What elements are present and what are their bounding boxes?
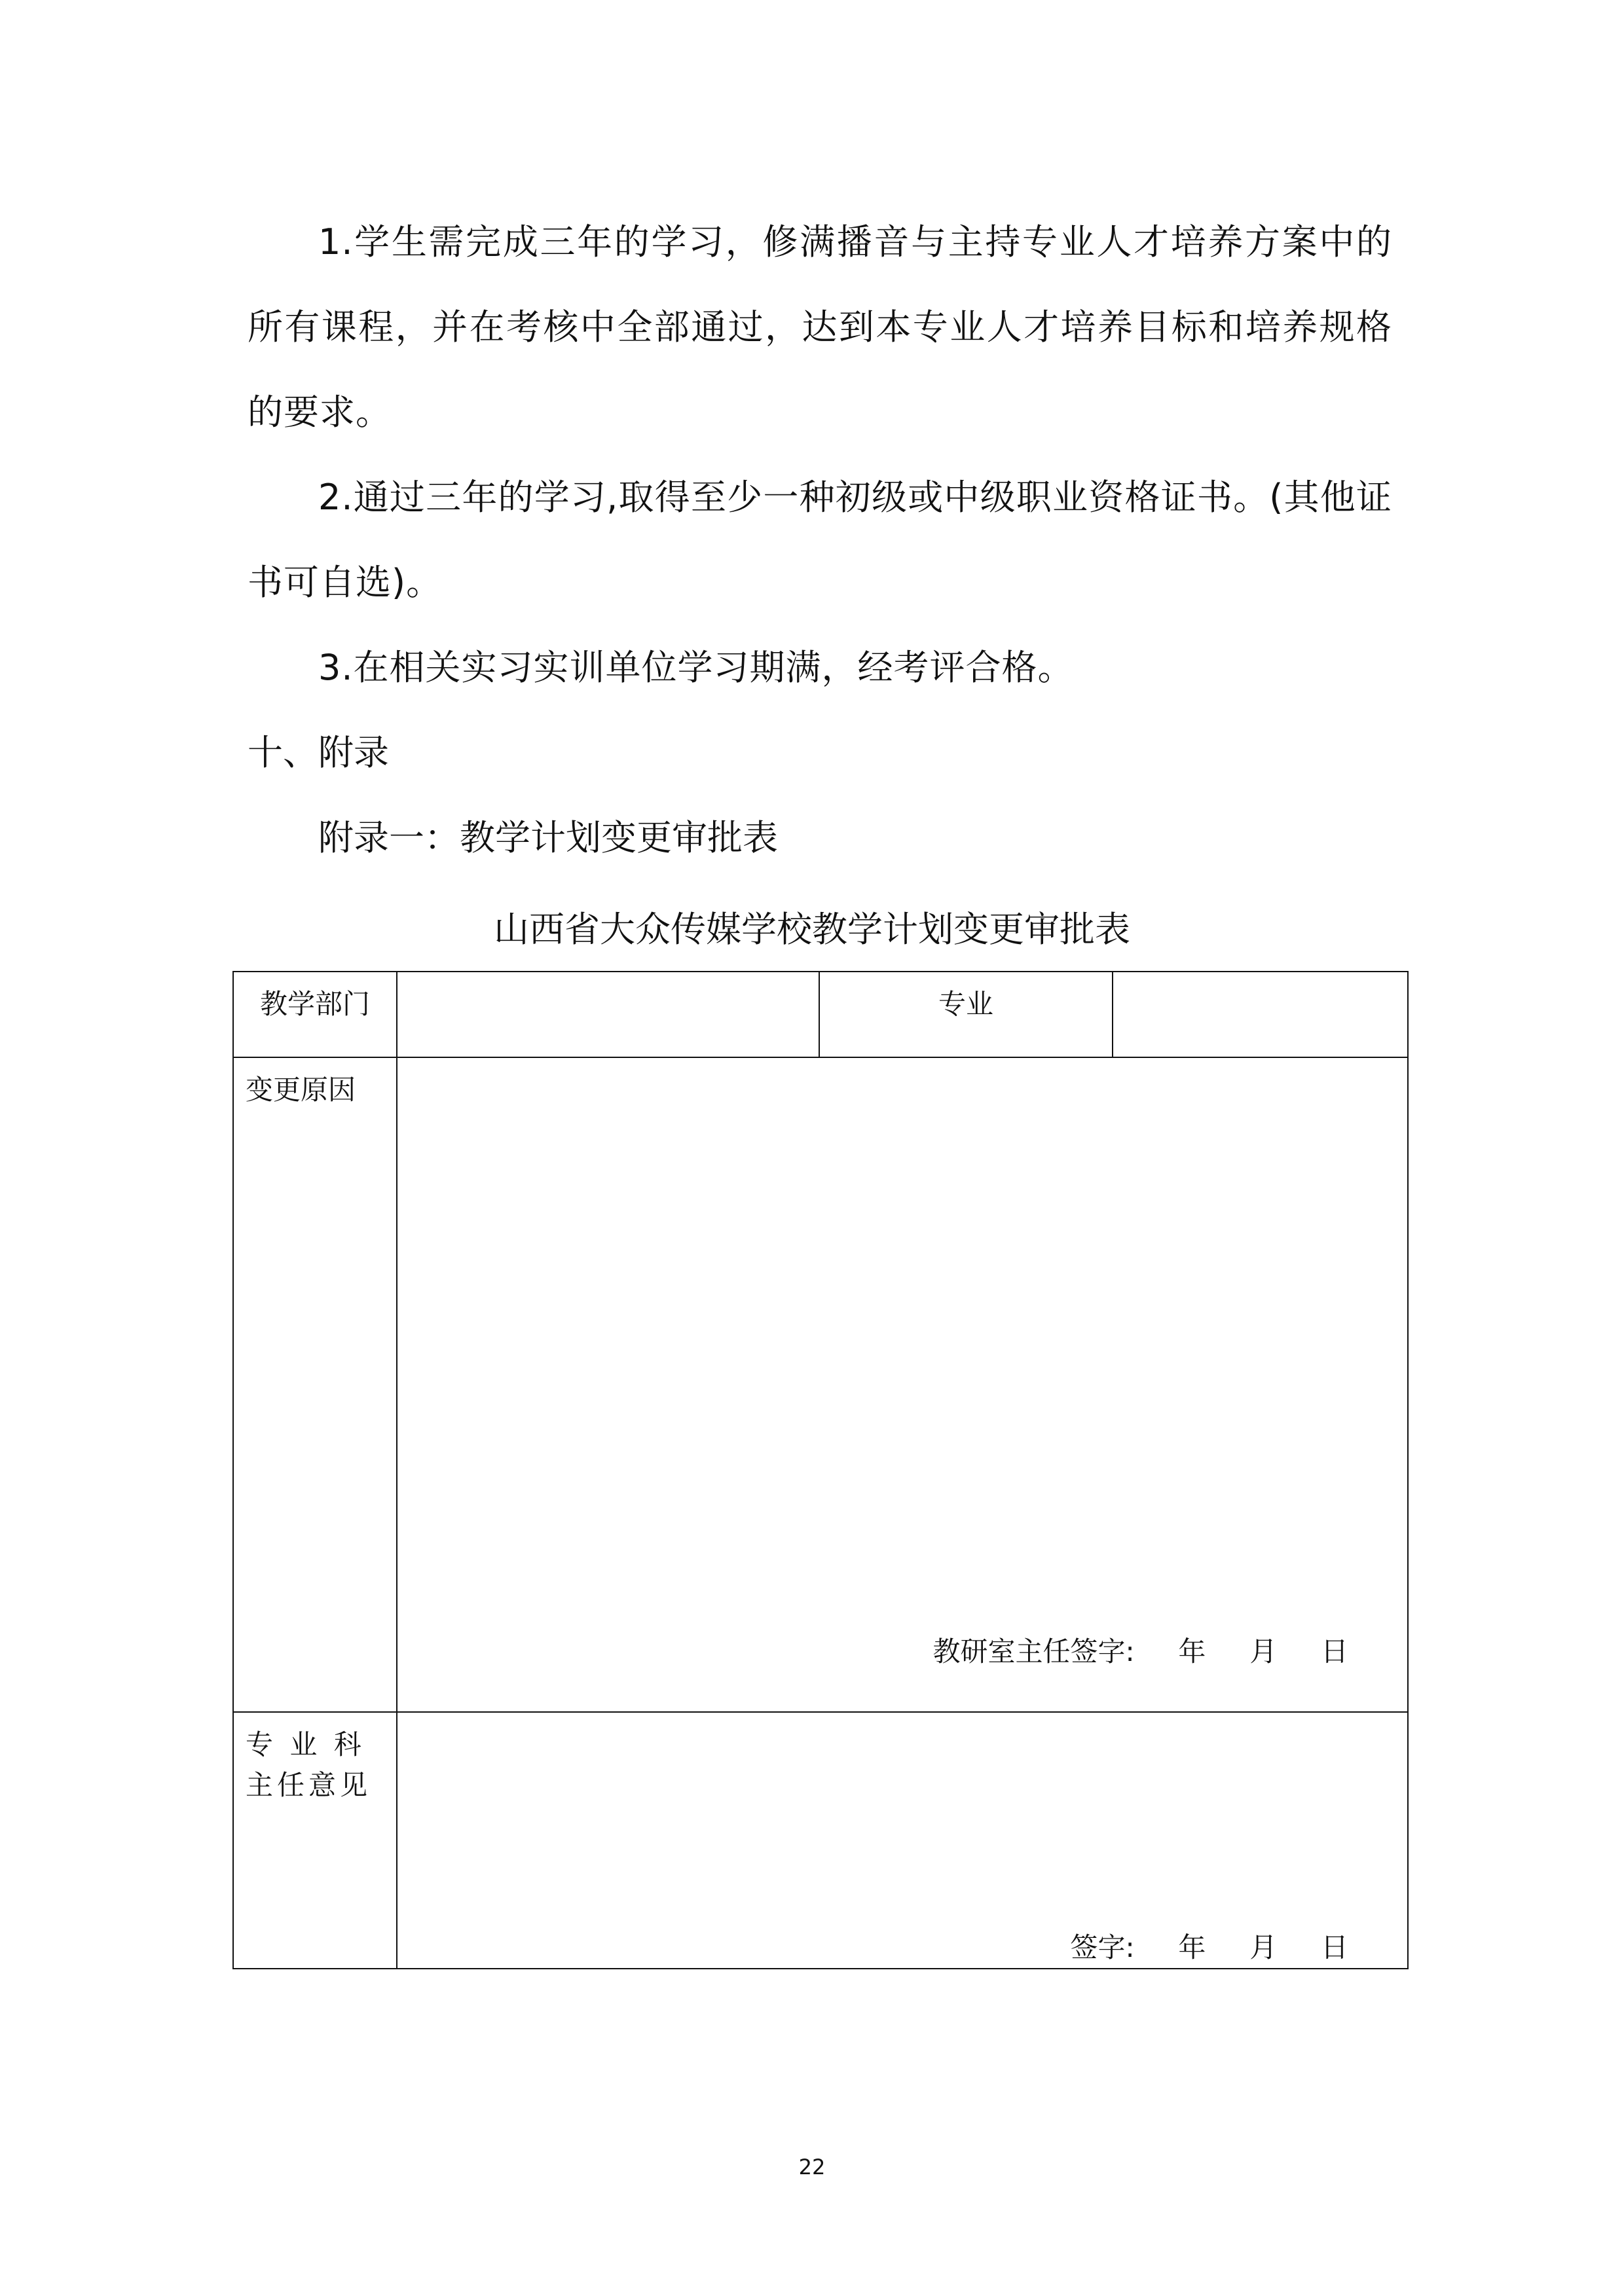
- major-director-signature-row: [1071, 1927, 1349, 1968]
- form-row-major-director: [233, 1712, 1408, 1969]
- change-reason-label: 变更原因: [233, 1057, 397, 1712]
- office-director-signature-row: [933, 1631, 1349, 1672]
- major-field[interactable]: [1113, 972, 1408, 1057]
- year-label-2: 年: [1178, 1931, 1206, 1963]
- major-label: 专业: [819, 972, 1113, 1057]
- change-reason-field[interactable]: [397, 1057, 1408, 1712]
- month-label: 月: [1249, 1635, 1278, 1667]
- department-label: 教学部门: [233, 972, 397, 1057]
- office-director-signature-label: 教研室主任签字:: [932, 1635, 1135, 1667]
- year-label: 年: [1178, 1635, 1206, 1667]
- major-director-opinion-field[interactable]: [397, 1712, 1408, 1969]
- section-heading: 十、附录: [248, 732, 389, 773]
- form-row-department: [233, 972, 1408, 1057]
- day-label-2: 日: [1320, 1931, 1348, 1963]
- approval-form-table: [232, 971, 1409, 1969]
- table-title: 山西省大众传媒学校教学计划变更审批表: [494, 909, 1130, 950]
- signature-label: 签字:: [1070, 1931, 1135, 1963]
- form-row-change-reason: [233, 1057, 1408, 1712]
- department-field[interactable]: [397, 972, 819, 1057]
- paragraph-3: 3.在相关实习实训单位学习期满，经考评合格。: [318, 647, 1074, 688]
- paragraph-1: 1.学生需完成三年的学习，修满播音与主持专业人才培养方案中的所有课程，并在考核中全部通过，达到本专业人才培养目标和培养规格的要求。: [248, 221, 1392, 433]
- day-label: 日: [1320, 1635, 1348, 1667]
- appendix-subheading: 附录一：教学计划变更审批表: [318, 817, 778, 858]
- month-label-2: 月: [1249, 1931, 1278, 1963]
- page-number: 22: [798, 2155, 826, 2179]
- paragraph-2: 2.通过三年的学习,取得至少一种初级或中级职业资格证书。(其他证书可自选)。: [248, 477, 1392, 603]
- major-director-label: 专 业 科 主任意见: [233, 1712, 397, 1969]
